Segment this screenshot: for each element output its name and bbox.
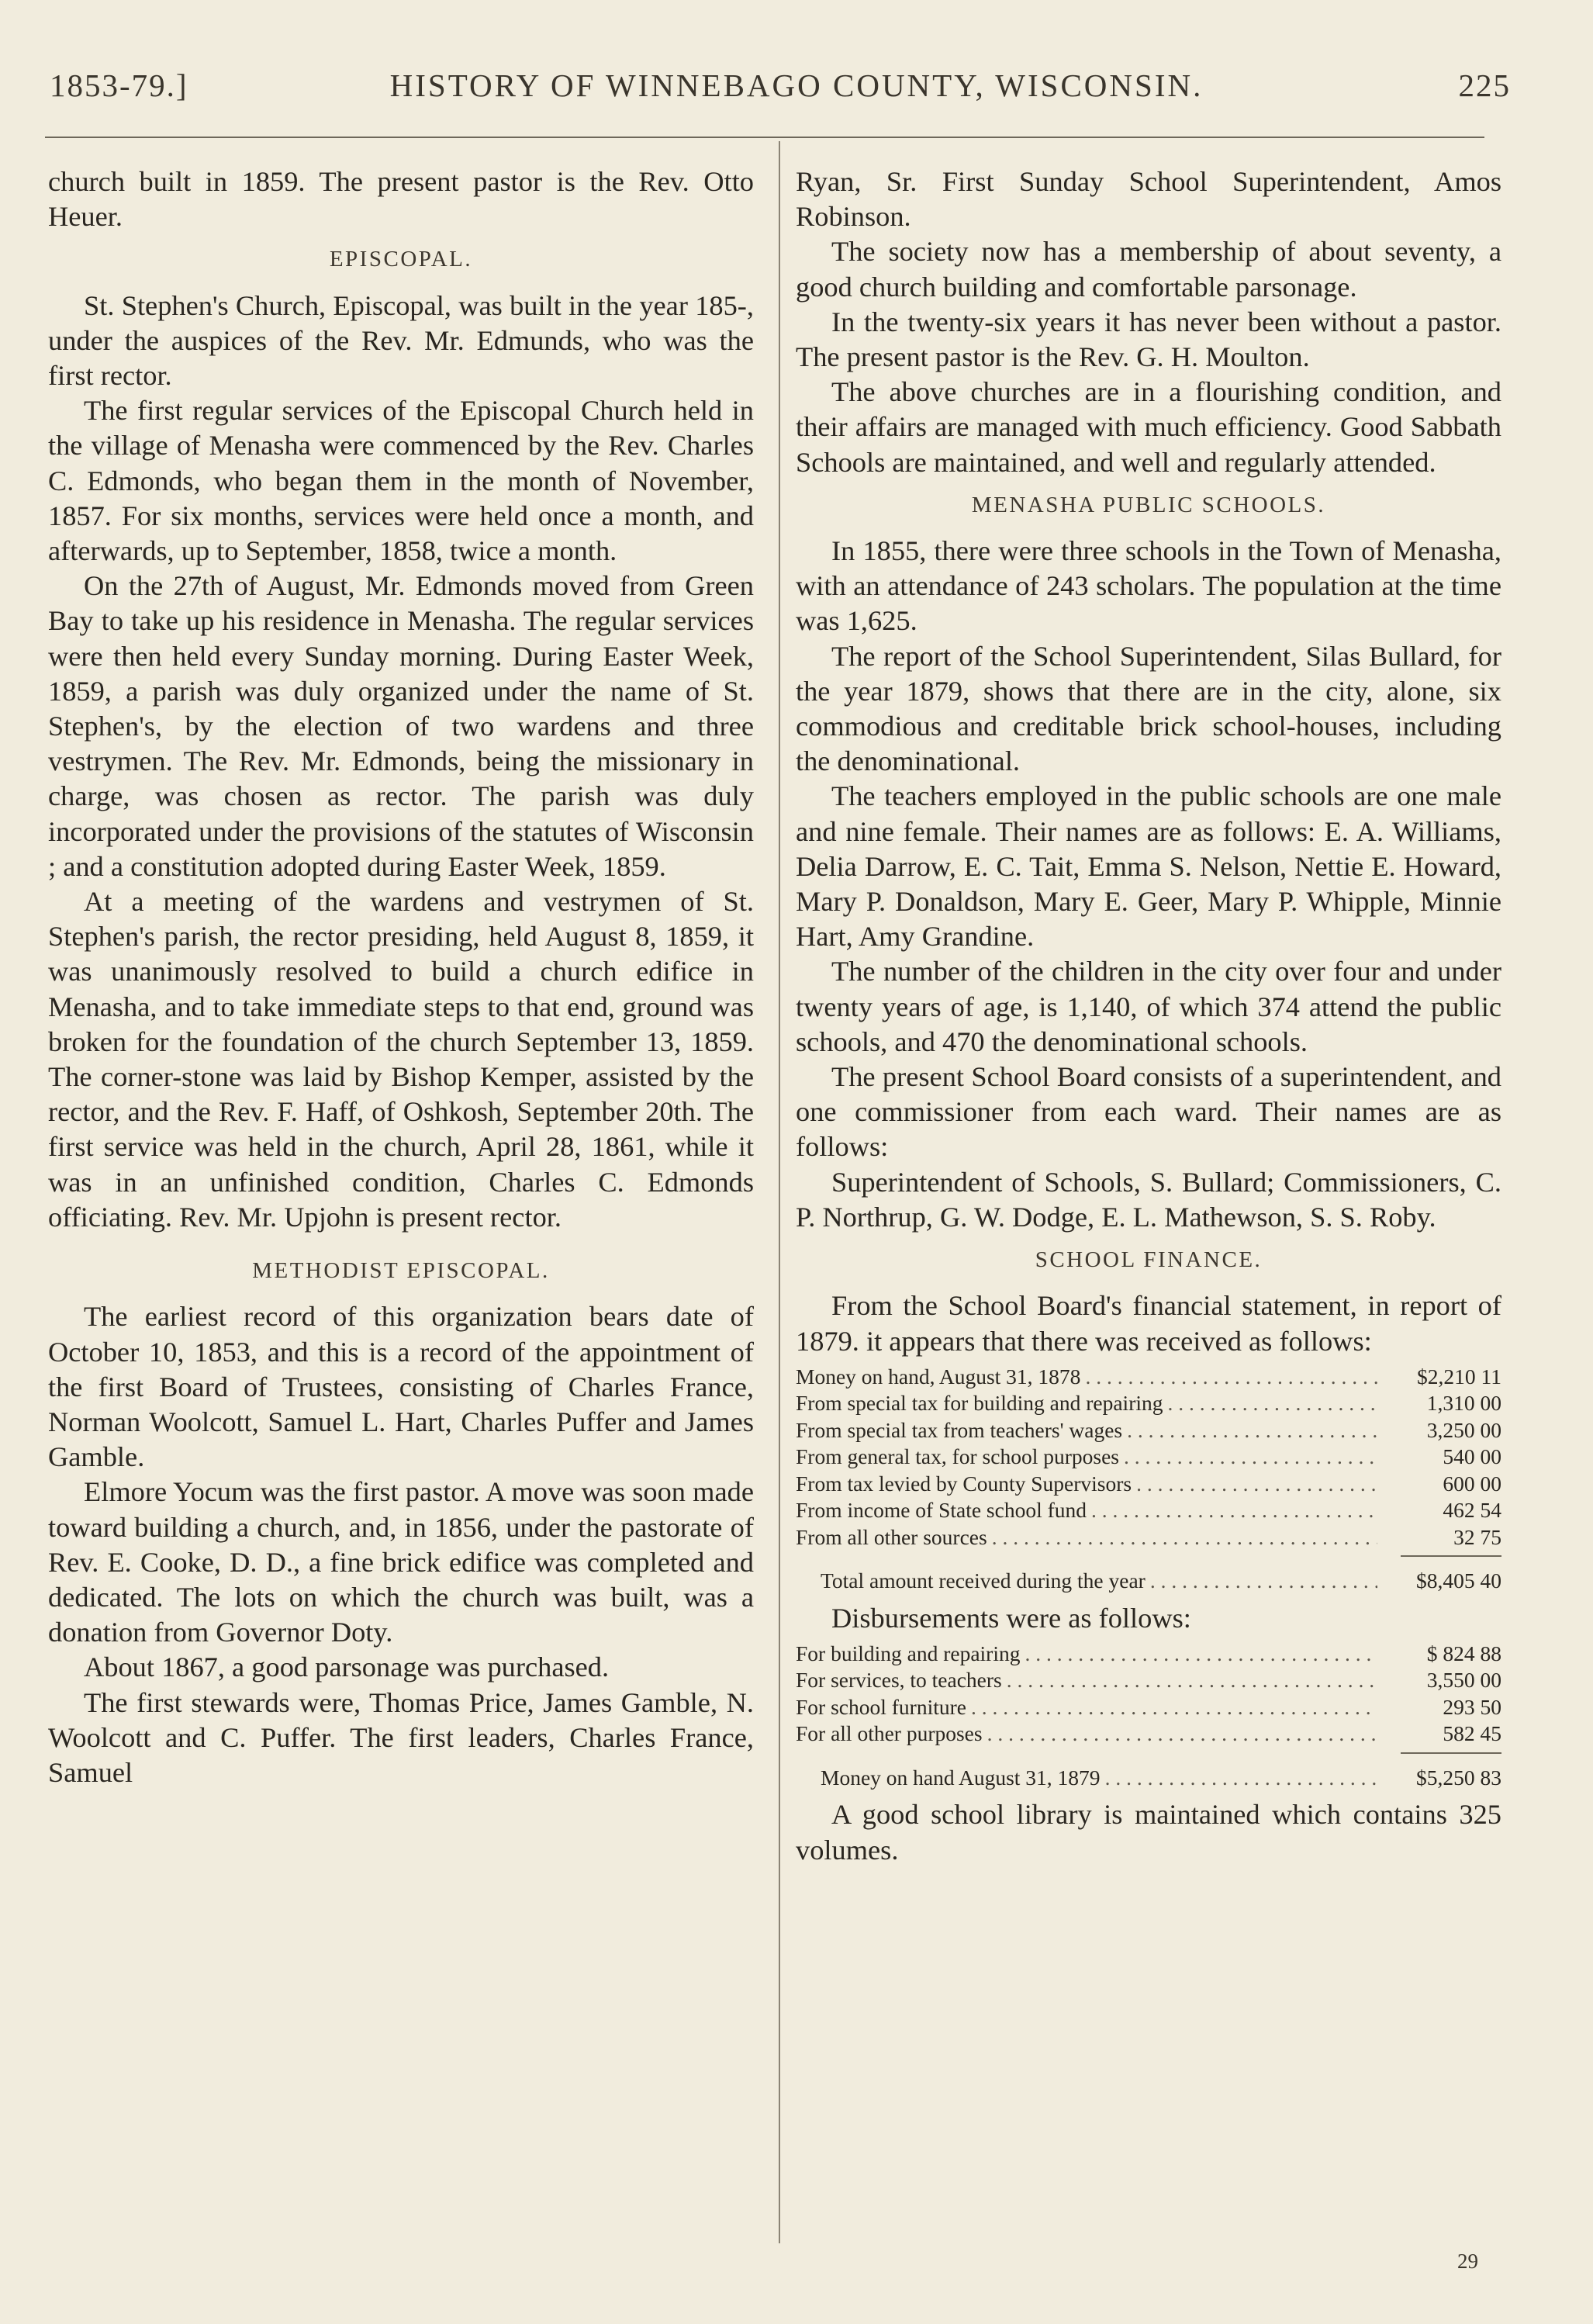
paragraph: At a meeting of the wardens and vestrymen of St. Stephen's parish, the rector presiding, held August 8, 1859, it was unanimously resolved to build a church edifice in Menasha, and to take immediate steps to that end, ground was broken for the foundation of the church September 13, 1859. The corner-stone was laid by Bishop Kemper, assisted by the rector, and the Rev. F. Haff, of Oshkosh, September 20th. The first service was held in the church, April 28, 1861, while it was in an unfinished condition, Charles C. Edmonds officiating. Rev. Mr. Upjohn is present rector. — [48, 886, 754, 1233]
row-label: For building and repairing — [796, 1641, 1021, 1665]
leader-dots — [987, 1524, 1377, 1551]
row-label: For school furniture — [796, 1694, 966, 1719]
disbursements-heading: Disbursements were as follows: — [831, 1602, 1191, 1634]
row-amount: 3,550 00 — [1426, 1668, 1501, 1693]
row-amount: 540 00 — [1443, 1444, 1501, 1469]
leader-dots — [1163, 1390, 1378, 1417]
header-title: HISTORY OF WINNEBAGO COUNTY, WISCONSIN. — [389, 67, 1204, 103]
header-rule — [45, 137, 1484, 138]
paragraph: In the twenty-six years it has never been without a pastor. The present pastor is the Rev. G. H. Moulton. — [796, 306, 1501, 373]
paragraph: St. Stephen's Church, Episcopal, was built in the year 185-, under the auspices of the Rev. Mr. Edmunds, who was the first rector. — [48, 289, 754, 392]
sum-rule — [1401, 1555, 1501, 1557]
header-date-range: 1853-79.] — [50, 67, 188, 103]
section-heading-episcopal: EPISCOPAL. — [329, 247, 473, 272]
paragraph: The first stewards were, Thomas Price, James Gamble, N. Woolcott and C. Puffer. The first leaders, Charles France, Samuel — [48, 1686, 754, 1788]
row-amount: 293 50 — [1443, 1694, 1501, 1719]
table-row — [796, 1667, 1501, 1694]
paragraph: church built in 1859. The present pastor is the Rev. Otto Heuer. — [48, 166, 754, 233]
row-label: From special tax for building and repairing — [796, 1391, 1163, 1416]
row-label: From tax levied by County Supervisors — [796, 1471, 1132, 1496]
table-row — [796, 1444, 1501, 1471]
row-amount: $ 824 88 — [1426, 1641, 1501, 1665]
row-label: Money on hand, August 31, 1878 — [796, 1364, 1081, 1389]
table-row — [796, 1524, 1501, 1551]
column-divider — [779, 141, 780, 2243]
leader-dots — [1020, 1641, 1377, 1668]
paragraph: Elmore Yocum was the first pastor. A move was soon made toward building a church, and, in 1856, under the pastorate of Rev. E. Cooke, D. D., a fine brick edifice was completed and dedicated. The lots on which the church was built, was a donation from Governor Doty. — [48, 1476, 754, 1648]
table-row — [796, 1497, 1501, 1524]
total-row — [796, 1568, 1501, 1595]
leader-dots — [1119, 1444, 1377, 1471]
table-row — [796, 1364, 1501, 1391]
row-amount: 582 45 — [1443, 1721, 1501, 1746]
leader-dots — [1002, 1667, 1377, 1694]
paragraph: The number of the children in the city over four and under twenty years of age, is 1,140, of which 374 attend the public schools, and 470 the denominational schools. — [796, 956, 1501, 1057]
paragraph: The first regular services of the Episcopal Church held in the village of Menasha were commenced by the Rev. Charles C. Edmonds, who began them in the month of November, 1857. For six months, services were held once a month, and afterwards, up to September, 1858, twice a month. — [48, 395, 754, 567]
table-row — [796, 1721, 1501, 1748]
leader-dots — [1087, 1497, 1377, 1524]
paragraph: The report of the School Superintendent, Silas Bullard, for the year 1879, shows that there are in the city, alone, six commodious and creditable brick school-houses, including the denominational. — [796, 640, 1501, 777]
row-label: For services, to teachers — [796, 1668, 1002, 1693]
running-header — [45, 62, 1548, 109]
header-page-number: 225 — [1458, 67, 1511, 103]
balance-amount: $5,250 83 — [1416, 1765, 1501, 1790]
leader-dots — [1080, 1364, 1377, 1391]
table-row — [796, 1694, 1501, 1721]
total-label: Total amount received during the year — [821, 1568, 1146, 1593]
paragraph: About 1867, a good parsonage was purchased. — [84, 1651, 610, 1683]
row-amount: 1,310 00 — [1426, 1391, 1501, 1416]
paragraph: A good school library is maintained which contains 325 volumes. — [796, 1799, 1501, 1866]
table-row — [796, 1471, 1501, 1498]
paragraph: The earliest record of this organization bears date of October 10, 1853, and this is a record of the appointment of the first Board of Trustees, consisting of Charles France, Norman Woolcott, Samuel L. Hart, Charles Puffer and James Gamble. — [48, 1301, 754, 1473]
paragraph: Ryan, Sr. First Sunday School Superintendent, Amos Robinson. — [796, 166, 1501, 233]
sum-rule — [1401, 1752, 1501, 1754]
right-column — [796, 164, 1501, 1868]
row-label: From all other sources — [796, 1524, 987, 1549]
leader-dots — [1101, 1765, 1377, 1792]
row-amount: 32 75 — [1453, 1524, 1501, 1549]
paragraph: The present School Board consists of a superintendent, and one commissioner from each ward. Their names are as follows: — [796, 1061, 1501, 1163]
row-amount: 462 54 — [1443, 1498, 1501, 1523]
section-heading-methodist: METHODIST EPISCOPAL. — [252, 1258, 550, 1284]
row-amount: 600 00 — [1443, 1471, 1501, 1496]
balance-row — [796, 1765, 1501, 1792]
leader-dots — [966, 1694, 1377, 1721]
paragraph: In 1855, there were three schools in the Town of Menasha, with an attendance of 243 scholars. The population at the time was 1,625. — [796, 535, 1501, 637]
table-row — [796, 1641, 1501, 1668]
row-amount: $2,210 11 — [1417, 1364, 1501, 1389]
leader-dots — [1146, 1568, 1377, 1595]
paragraph: From the School Board's financial statement, in report of 1879. it appears that there was received as follows: — [796, 1290, 1501, 1357]
table-row — [796, 1417, 1501, 1444]
disbursements-table — [796, 1641, 1501, 1792]
table-row — [796, 1390, 1501, 1417]
paragraph: On the 27th of August, Mr. Edmonds moved from Green Bay to take up his residence in Menasha. The regular services were then held every Sunday morning. During Easter Week, 1859, a parish was duly organized under the name of St. Stephen's, by the election of two wardens and three vestrymen. The Rev. Mr. Edmonds, being the missionary in charge, was chosen as rector. The parish was duly incorporated under the provisions of the statutes of Wisconsin ; and a constitution adopted during Easter Week, 1859. — [48, 570, 754, 882]
section-heading-schools: MENASHA PUBLIC SCHOOLS. — [971, 492, 1326, 517]
section-heading-finance: SCHOOL FINANCE. — [1035, 1247, 1263, 1273]
receipts-table — [796, 1364, 1501, 1595]
paragraph: The teachers employed in the public schools are one male and nine female. Their names are as follows: E. A. Williams, Delia Darrow, E. C. Tait, Emma S. Nelson, Nettie E. Howard, Mary P. Donaldson, Mary E. Geer, Mary P. Whipple, Minnie Hart, Amy Grandine. — [796, 780, 1501, 953]
leader-dots — [1122, 1417, 1377, 1444]
paragraph: The above churches are in a flourishing condition, and their affairs are managed with much efficiency. Good Sabbath Schools are maintained, and well and regularly attended. — [796, 376, 1501, 478]
row-amount: 3,250 00 — [1426, 1417, 1501, 1442]
leader-dots — [1132, 1471, 1377, 1498]
paragraph: Superintendent of Schools, S. Bullard; Commissioners, C. P. Northrup, G. W. Dodge, E. L. Mathewson, S. S. Roby. — [796, 1166, 1501, 1233]
paragraph: The society now has a membership of about seventy, a good church building and comfortable parsonage. — [796, 236, 1501, 303]
balance-label: Money on hand August 31, 1879 — [821, 1765, 1101, 1790]
leader-dots — [983, 1721, 1377, 1748]
left-column — [48, 164, 754, 1790]
total-amount: $8,405 40 — [1416, 1568, 1501, 1593]
row-label: From special tax from teachers' wages — [796, 1417, 1123, 1442]
row-label: From income of State school fund — [796, 1498, 1087, 1523]
row-label: For all other purposes — [796, 1721, 983, 1746]
row-label: From general tax, for school purposes — [796, 1444, 1119, 1469]
signature-number: 29 — [1457, 2250, 1478, 2273]
